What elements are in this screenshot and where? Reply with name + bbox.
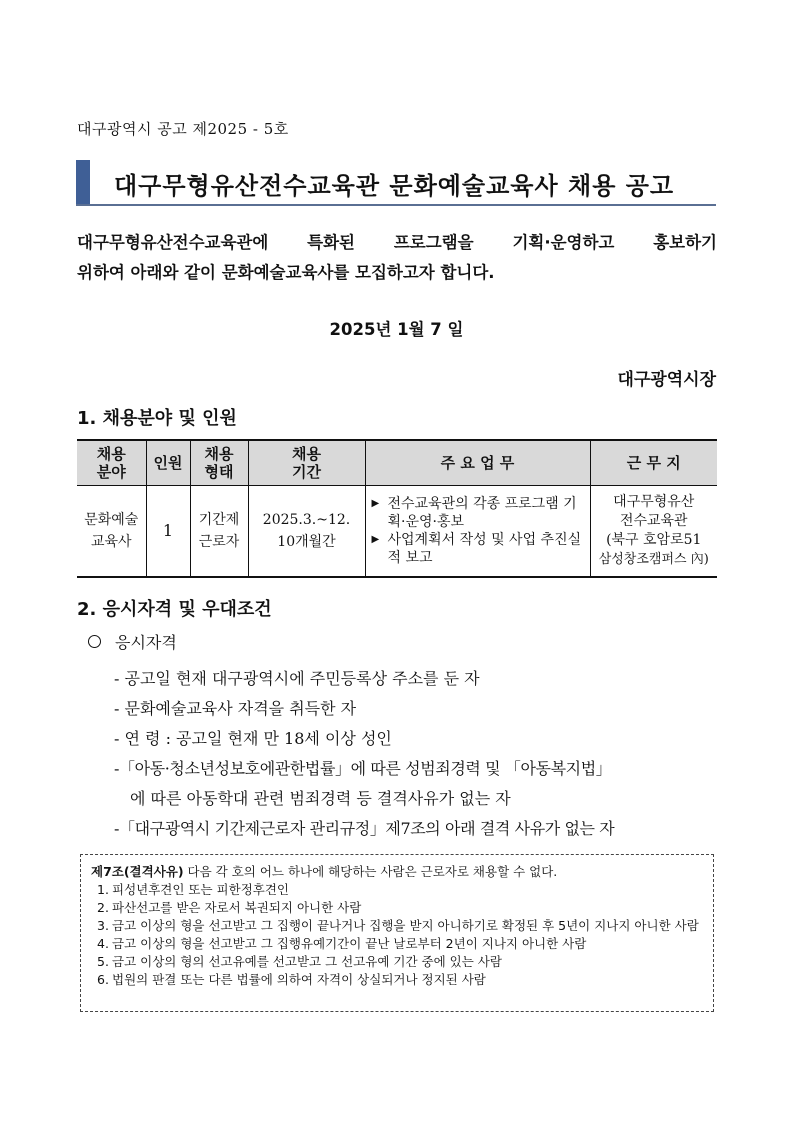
header-duties: 주 요 업 무 [365, 440, 590, 486]
header-workplace: 근 무 지 [590, 440, 717, 486]
title-accent-bar [76, 160, 90, 204]
circle-bullet-icon [88, 635, 101, 648]
table-row [77, 486, 717, 578]
article-7-heading: 제7조(결격사유) 다음 각 호의 어느 하나에 해당하는 사람은 근로자로 채용할 수 없다. [91, 864, 558, 879]
duty-item: ▶ 전수교육관의 각종 프로그램 기획·운영·홍보 [371, 496, 577, 530]
cell-workplace: 대구무형유산 전수교육관 (북구 호암로51 삼성창조캠퍼스 內) [590, 486, 717, 578]
section-1-title: 1. 채용분야 및 인원 [77, 408, 237, 429]
list-item: -「대구광역시 기간제근로자 관리규정」제7조의 아래 결격 사유가 없는 자 [114, 819, 615, 838]
article-7-box [80, 854, 714, 1012]
intro-line-1: 대구무형유산전수교육관에 특화된 프로그램을 기획·운영하고 홍보하기 [77, 233, 717, 252]
issuer: 대구광역시장 [617, 370, 716, 390]
qualification-list [114, 664, 720, 844]
article-item: 1. 피성년후견인 또는 피한정후견인 [97, 882, 289, 897]
list-item: - 연 령 : 공고일 현재 만 18세 이상 성인 [114, 729, 392, 748]
notice-date: 2025년 1월 7 일 [329, 320, 464, 339]
duty-item: ▶ 사업계획서 작성 및 사업 추진실적 보고 [371, 532, 582, 566]
cell-type: 기간제 근로자 [190, 486, 248, 578]
title-bar [76, 160, 716, 206]
triangle-bullet-icon: ▶ [371, 534, 380, 545]
article-item: 6. 법원의 판결 또는 다른 법률에 의하여 자격이 상실되거나 정지된 사람 [97, 972, 486, 987]
cell-period: 2025.3.~12. 10개월간 [248, 486, 365, 578]
cell-field: 문화예술 교육사 [77, 486, 146, 578]
list-item: -「아동·청소년성보호에관한법률」에 따른 성범죄경력 및 「아동복지법」 [114, 759, 612, 778]
article-item: 4. 금고 이상의 형을 선고받고 그 집행유예기간이 끝난 날로부터 2년이 지나지 아니한 사람 [97, 936, 587, 951]
article-item: 5. 금고 이상의 형의 선고유예를 선고받고 그 선고유예 기간 중에 있는 사람 [97, 954, 502, 969]
triangle-bullet-icon: ▶ [371, 498, 380, 509]
list-item-continuation: 에 따른 아동학대 관련 범죄경력 등 결격사유가 없는 자 [130, 789, 511, 808]
header-type: 채용 형태 [190, 440, 248, 486]
section-2-title: 2. 응시자격 및 우대조건 [77, 599, 272, 620]
list-item: - 공고일 현재 대구광역시에 주민등록상 주소를 둔 자 [114, 669, 480, 688]
header-period: 채용 기간 [248, 440, 365, 486]
intro-paragraph [77, 228, 717, 288]
header-headcount: 인원 [146, 440, 190, 486]
cell-duties [365, 486, 590, 578]
cell-headcount: 1 [146, 486, 190, 578]
notice-number: 대구광역시 공고 제2025 - 5호 [77, 120, 289, 138]
table-header-row [77, 440, 717, 486]
page-title: 대구무형유산전수교육관 문화예술교육사 채용 공고 [114, 172, 675, 200]
list-item: - 문화예술교육사 자격을 취득한 자 [114, 699, 357, 718]
qualification-heading: 응시자격 [88, 630, 177, 653]
recruitment-table [77, 439, 717, 578]
intro-line-2: 위하여 아래와 같이 문화예술교육사를 모집하고자 합니다. [77, 263, 495, 282]
article-item: 3. 금고 이상의 형을 선고받고 그 집행이 끝나거나 집행을 받지 아니하기로 확정된 후 5년이 지나지 아니한 사람 [97, 918, 699, 933]
header-field: 채용 분야 [77, 440, 146, 486]
article-item: 2. 파산선고를 받은 자로서 복권되지 아니한 사람 [97, 900, 362, 915]
